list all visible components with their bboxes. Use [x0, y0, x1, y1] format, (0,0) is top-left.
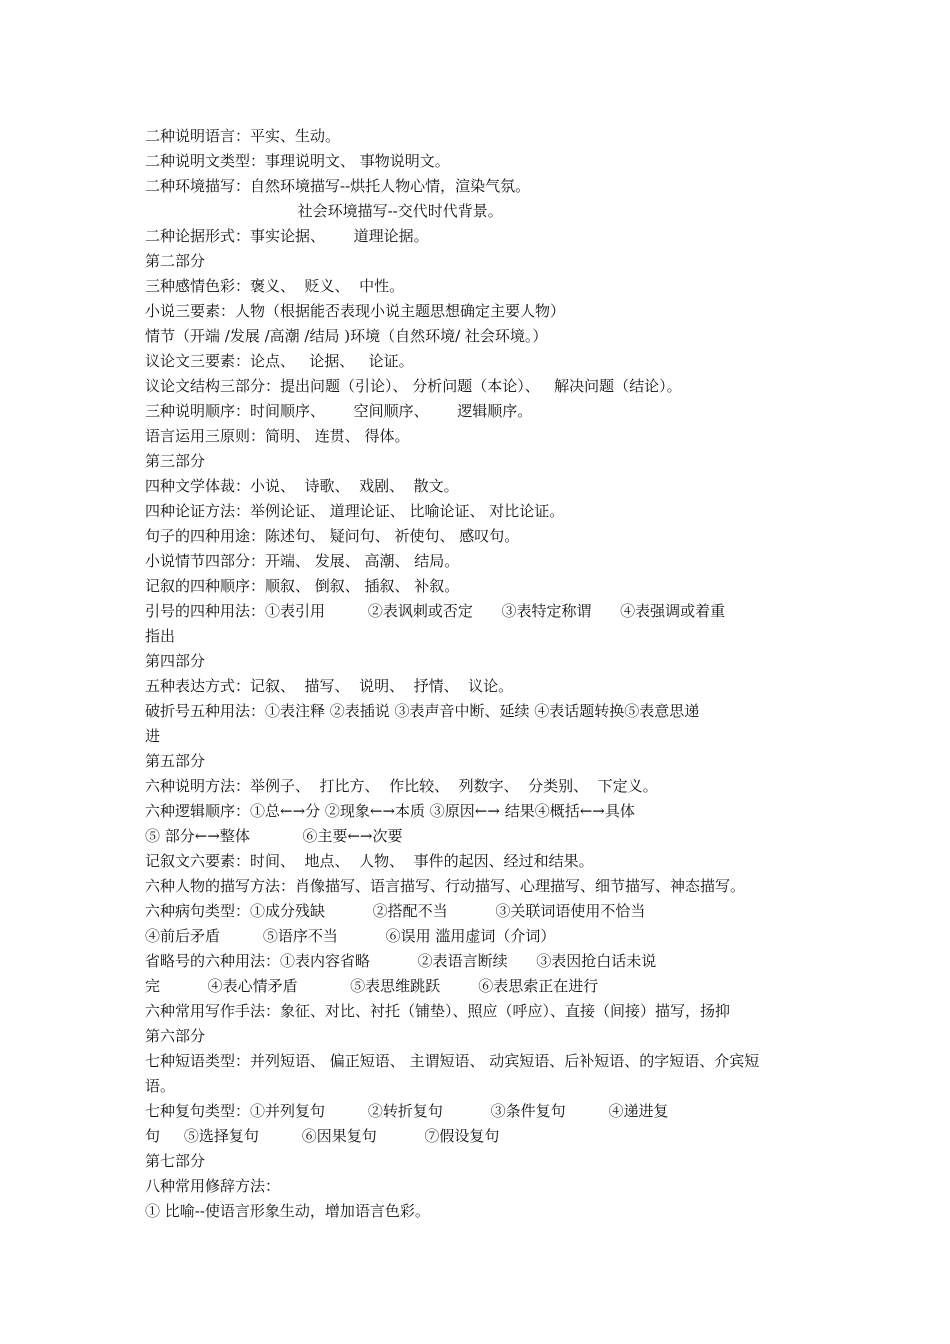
text-line: ① 比喻--使语言形象生动，增加语言色彩。: [145, 1202, 430, 1220]
text-line: 议论文三要素：论点、 论据、 论证。: [145, 352, 414, 370]
text-line: ⑤ 部分←→整体 ⑥主要←→次要: [145, 827, 403, 845]
text-line: 引号的四种用法：①表引用 ②表讽刺或否定 ③表特定称谓 ④表强调或着重: [145, 602, 726, 620]
text-line: 六种逻辑顺序：①总←→分 ②现象←→本质 ③原因←→ 结果④概括←→具体: [145, 802, 635, 820]
text-line: 小说三要素：人物（根据能否表现小说主题思想确定主要人物）: [145, 302, 566, 320]
text-line: 记叙文六要素：时间、 地点、 人物、 事件的起因、经过和结果。: [145, 852, 594, 870]
text-line: 六种说明方法：举例子、 打比方、 作比较、 列数字、 分类别、 下定义。: [145, 777, 658, 795]
text-line: 第三部分: [145, 452, 206, 470]
text-line: 记叙的四种顺序：顺叙、 倒叙、 插叙、 补叙。: [145, 577, 460, 595]
text-line: 三种感情色彩：褒义、 贬义、 中性。: [145, 277, 405, 295]
text-line: 四种论证方法：举例论证、 道理论证、 比喻论证、 对比论证。: [145, 502, 565, 520]
text-line: 六种病句类型：①成分残缺 ②搭配不当 ③关联词语使用不恰当: [145, 902, 646, 920]
text-line: 句子的四种用途：陈述句、 疑问句、 祈使句、 感叹句。: [145, 527, 520, 545]
document-body: [145, 124, 815, 1224]
text-line: 进: [145, 727, 161, 745]
text-line: 八种常用修辞方法：: [145, 1177, 281, 1195]
text-line: 七种复句类型：①并列复句 ②转折复句 ③条件复句 ④递进复: [145, 1102, 669, 1120]
text-line: ④前后矛盾 ⑤语序不当 ⑥误用 滥用虚词（介词）: [145, 927, 556, 945]
text-line: 第六部分: [145, 1027, 206, 1045]
text-line: 句 ⑤选择复句 ⑥因果复句 ⑦假设复句: [145, 1127, 500, 1145]
text-line: 完 ④表心情矛盾 ⑤表思维跳跃 ⑥表思索正在进行: [145, 977, 599, 995]
text-line: 第二部分: [145, 252, 206, 270]
text-line: 六种常用写作手法：象征、对比、衬托（铺垫）、照应（呼应）、直接（间接）描写，扬抑: [145, 1002, 731, 1020]
text-line: 四种文学体裁：小说、 诗歌、 戏剧、 散文。: [145, 477, 459, 495]
text-line: 三种说明顺序：时间顺序、 空间顺序、 逻辑顺序。: [145, 402, 533, 420]
text-line: 六种人物的描写方法：肖像描写、语言描写、行动描写、心理描写、细节描写、神态描写。: [145, 877, 746, 895]
text-line: 第七部分: [145, 1152, 206, 1170]
text-line: 语言运用三原则：简明、 连贯、 得体。: [145, 427, 410, 445]
text-line: 议论文结构三部分：提出问题（引论）、 分析问题（本论）、 解决问题（结论）。: [145, 377, 682, 395]
text-line: 二种说明文类型：事理说明文、 事物说明文。: [145, 152, 450, 170]
text-line: 指出: [145, 627, 176, 645]
text-line: 语。: [145, 1077, 176, 1095]
text-line: 二种论据形式：事实论据、 道理论据。: [145, 227, 429, 245]
text-line: 社会环境描写--交代时代背景。: [145, 202, 503, 220]
text-line: 第五部分: [145, 752, 206, 770]
text-line: 情节（开端 /发展 /高潮 /结局 )环境（自然环境/ 社会环境。）: [145, 327, 548, 345]
text-line: 五种表达方式：记叙、 描写、 说明、 抒情、 议论。: [145, 677, 514, 695]
text-line: 第四部分: [145, 652, 206, 670]
text-line: 小说情节四部分：开端、 发展、 高潮、 结局。: [145, 552, 460, 570]
text-line: 二种环境描写：自然环境描写--烘托人物心情，渲染气氛。: [145, 177, 531, 195]
text-line: 七种短语类型：并列短语、 偏正短语、 主谓短语、 动宾短语、后补短语、的字短语、介宾短: [145, 1052, 760, 1070]
text-line: 省略号的六种用法：①表内容省略 ②表语言断续 ③表因抢白话未说: [145, 952, 657, 970]
text-line: 二种说明语言：平实、生动。: [145, 127, 341, 145]
text-line: 破折号五种用法：①表注释 ②表插说 ③表声音中断、延续 ④表话题转换⑤表意思递: [145, 702, 700, 720]
